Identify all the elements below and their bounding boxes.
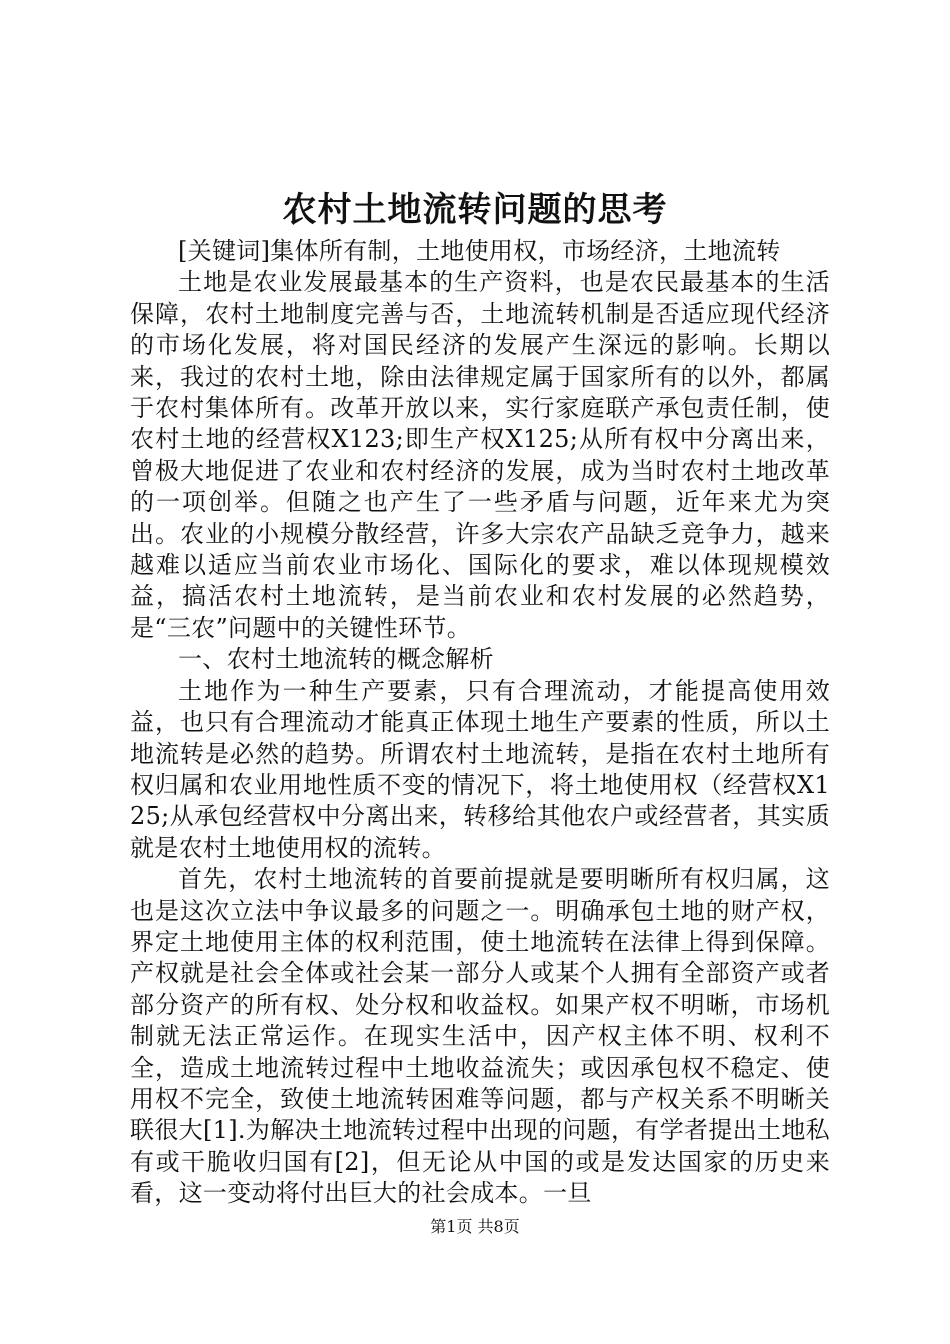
document-body <box>130 236 830 1210</box>
intro-paragraph: 土地是农业发展最基本的生产资料，也是农民最基本的生活保障，农村土地制度完善与否，土地流转机制是否适应现代经济的市场化发展，将对国民经济的发展产生深远的影响。长期以来，我过的农村土地，除由法律规定属于国家所有的以外，都属于农村集体所有。改革开放以来，实行家庭联产承包责任制，使农村土地的经营权X123;即生产权X125;从所有权中分离出来，曾极大地促进了农业和农村经济的发展，成为当时农村土地改革的一项创举。但随之也产生了一些矛盾与问题，近年来尤为突出。农业的小规模分散经营，许多大宗农产品缺乏竞争力，越来越难以适应当前农业市场化、国际化的要求，难以体现规模效益，搞活农村土地流转，是当前农业和农村发展的必然趋势，是“三农”问题中的关键性环节。 <box>130 268 830 642</box>
ownership-paragraph: 首先，农村土地流转的首要前提就是要明晰所有权归属，这也是这次立法中争议最多的问题之一。明确承包土地的财产权，界定土地使用主体的权利范围，使土地流转在法律上得到保障。产权就是社会全体或社会某一部分人或某个人拥有全部资产或者部分资产的所有权、处分权和收益权。如果产权不明晰，市场机制就无法正常运作。在现实生活中，因产权主体不明、权利不全，造成土地流转过程中土地收益流失；或因承包权不稳定、使用权不完全，致使土地流转困难等问题，都与产权关系不明晰关联很大[1].为解决土地流转过程中出现的问题，有学者提出土地私有或干脆收归国有[2]，但无论从中国的或是发达国家的历史来看，这一变动将付出巨大的社会成本。一旦 <box>130 865 830 1208</box>
page-number-footer: 第1页 共8页 <box>430 1217 520 1236</box>
section-heading: 一、农村土地流转的概念解析 <box>178 645 494 674</box>
keywords-paragraph: [关键词]集体所有制，土地使用权，市场经济，土地流转 <box>178 237 781 265</box>
concept-paragraph: 土地作为一种生产要素，只有合理流动，才能提高使用效益，也只有合理流动才能真正体现土地生产要素的性质，所以土地流转是必然的趋势。所谓农村土地流转，是指在农村土地所有权归属和农业用地性质不变的情况下，将土地使用权（经营权X125;从承包经营权中分离出来，转移给其他农户或经营者，其实质就是农村土地使用权的流转。 <box>130 676 830 862</box>
page-title: 农村土地流转问题的思考 <box>282 190 668 230</box>
